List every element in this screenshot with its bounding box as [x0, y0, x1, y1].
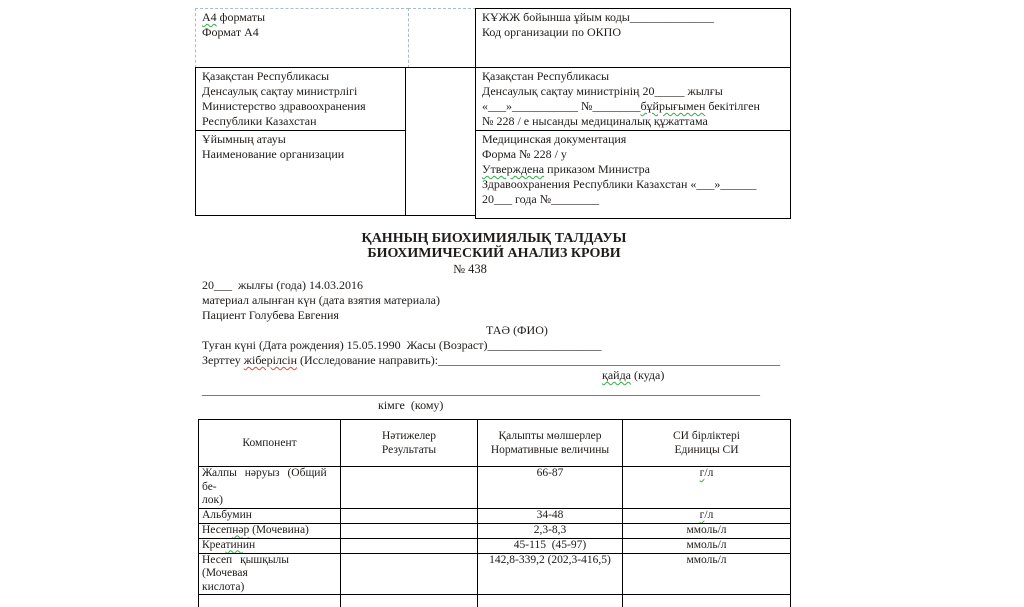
component-cell — [199, 595, 341, 607]
table-row — [199, 538, 791, 553]
result-cell[interactable] — [341, 523, 478, 538]
header-component: Компонент — [199, 420, 341, 467]
norm-cell: 142,8-339,2 (202,3-416,5) — [478, 553, 623, 595]
result-cell[interactable] — [341, 467, 478, 509]
okpo-code-box: КҰЖЖ бойынша ұйым коды______________ Код организации по ОКПО — [475, 8, 791, 68]
component-cell: Жалпы нәруыз (Общий бе- лок) — [199, 467, 341, 509]
table-row — [199, 508, 791, 523]
title-block — [198, 231, 790, 277]
norm-cell — [478, 595, 623, 607]
med-doc-box: Медицинская документация Форма № 228 / у Утверждена приказом Министра Здравоохранения Республики Казахстан «___»______ 20___ года №________ — [475, 130, 791, 219]
org-name-box: Ұйымның атауы Наименование организации — [195, 130, 406, 216]
norm-cell: 34-48 — [478, 508, 623, 523]
table-row — [199, 467, 791, 509]
norm-cell: 45-115 (45-97) — [478, 538, 623, 553]
format-spacer-cell — [408, 8, 476, 68]
result-cell[interactable] — [341, 508, 478, 523]
header-norms: Қалыпты мөлшерлер Нормативные величины — [478, 420, 623, 467]
format-box: А4 форматы Формат А4 — [195, 8, 409, 68]
result-cell[interactable] — [341, 538, 478, 553]
unit-cell: г/л — [623, 508, 791, 523]
unit-cell: г/л — [623, 467, 791, 509]
header-results: Нәтижелер Результаты — [341, 420, 478, 467]
table-row-clipped — [199, 595, 791, 607]
component-cell: Несеп қышқылы (Мочевая кислота) — [199, 553, 341, 595]
ministry-order-box: Қазақстан Республикасы Денсаулық сақтау министрінің 20_____ жылғы «___»___________ №________бұйрығымен бекітілген № 228 / е нысанды медициналық құжаттама — [475, 67, 791, 131]
unit-cell: ммоль/л — [623, 538, 791, 553]
unit-cell: ммоль/л — [623, 523, 791, 538]
results-table — [198, 419, 791, 607]
title-kazakh: ҚАННЫҢ БИОХИМИЯЛЫҚ ТАЛДАУЫ — [198, 231, 790, 246]
middle-spacer-cell — [405, 67, 476, 216]
blank-line-field[interactable]: _____________________________________________________________________________________________ — [202, 383, 802, 398]
component-cell: Креатинин — [199, 538, 341, 553]
patient-info-block — [202, 278, 802, 413]
analysis-number: № 438 — [198, 262, 790, 277]
where-label: қайда (куда) — [202, 368, 802, 383]
fio-label: ТАӘ (ФИО) — [202, 323, 802, 338]
norm-cell: 2,3-8,3 — [478, 523, 623, 538]
date-line: 20___ жылғы (года) 14.03.2016 — [202, 278, 802, 293]
unit-cell — [623, 595, 791, 607]
birthdate-age-line: Туған күні (Дата рождения) 15.05.1990 Жасы (Возраст)___________________ — [202, 338, 802, 353]
component-cell: Несепнәр (Мочевина) — [199, 523, 341, 538]
header-si-units: СИ бірліктері Единицы СИ — [623, 420, 791, 467]
patient-name-line: Пациент Голубева Евгения — [202, 308, 802, 323]
table-row — [199, 523, 791, 538]
referral-line-field[interactable]: Зерттеу жіберілсін (Исследование направить):_________________________________________________________ — [202, 353, 802, 368]
table-header-row — [199, 420, 791, 467]
result-cell[interactable] — [341, 595, 478, 607]
title-russian: БИОХИМИЧЕСКИЙ АНАЛИЗ КРОВИ — [198, 246, 790, 262]
component-cell: Альбумин — [199, 508, 341, 523]
result-cell[interactable] — [341, 553, 478, 595]
unit-cell: ммоль/л — [623, 553, 791, 595]
ministry-kz-box: Қазақстан Республикасы Денсаулық сақтау министрлігі Министерство здравоохранения Республики Казахстан — [195, 67, 406, 131]
material-date-label: материал алынған күн (дата взятия материала) — [202, 293, 802, 308]
table-row — [199, 553, 791, 595]
whom-label: кімге (кому) — [202, 398, 802, 413]
norm-cell: 66-87 — [478, 467, 623, 509]
